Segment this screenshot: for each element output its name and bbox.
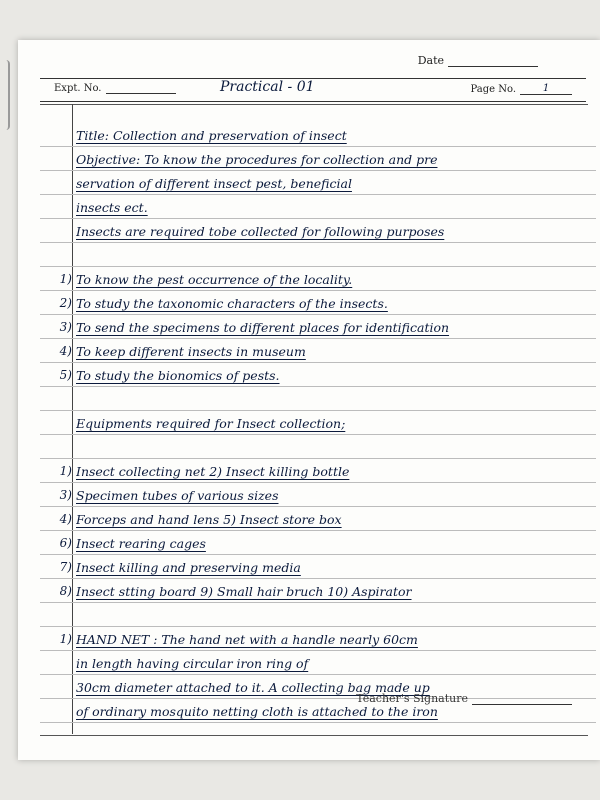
note-line: Insects are required tobe collected for following purposes [76,224,445,239]
note-line: Equipments required for Insect collection; [76,416,346,431]
note-line [76,392,596,412]
item-number: 4) [59,512,72,526]
practical-title: Practical - 01 [220,79,315,95]
note-line: Insect killing and preserving media [76,560,301,575]
item-number: 6) [59,536,72,550]
note-line: HAND NET : The hand net with a handle nearly 60cm [76,632,418,647]
margin-rule [72,104,73,734]
page-no-field [470,83,572,95]
note-line: Objective: To know the procedures for collection and pre [76,152,438,167]
item-number: 1) [59,632,72,646]
note-line: servation of different insect pest, beneficial [76,176,352,191]
date-field [418,54,538,67]
item-number: 8) [59,584,72,598]
note-line [76,608,596,628]
note-line: insects ect. [76,200,148,215]
page-no-label: Page No. [470,84,516,95]
notebook-page [18,40,600,760]
item-number: 1) [59,272,72,286]
note-line: Forceps and hand lens 5) Insect store box [76,512,342,527]
expt-no-blank [106,93,176,94]
expt-no-label: Expt. No. [54,83,102,94]
date-blank [448,66,538,67]
note-line: To keep different insects in museum [76,344,306,359]
item-number: 5) [59,368,72,382]
item-number: 4) [59,344,72,358]
note-line: Specimen tubes of various sizes [76,488,279,503]
note-line [76,440,596,460]
expt-no-field [54,83,176,94]
note-line: in length having circular iron ring of [76,656,309,671]
note-line: Insect collecting net 2) Insect killing bottle [76,464,350,479]
note-line: Title: Collection and preservation of insect [76,128,347,143]
item-number: 2) [59,296,72,310]
page-no-value: 1 [520,83,572,95]
note-line: of ordinary mosquito netting cloth is attached to the iron [76,704,438,719]
note-line: To know the pest occurrence of the locality. [76,272,353,287]
note-line: To send the specimens to different places for identification [76,320,450,335]
item-number: 7) [59,560,72,574]
date-label: Date [417,54,444,67]
item-number: 3) [59,488,72,502]
note-line: 30cm diameter attached to it. A collecting bag made up [76,680,430,695]
note-line: Insect stting board 9) Small hair bruch 10) Aspirator [76,584,412,599]
teacher-signature-blank [472,704,572,705]
header-band [40,78,586,102]
note-line: To study the bionomics of pests. [76,368,280,383]
note-line [76,248,596,268]
binder-punch [0,60,10,130]
note-line: Insect rearing cages [76,536,206,551]
item-number: 3) [59,320,72,334]
note-line: To study the taxonomic characters of the insects. [76,296,388,311]
teacher-signature-field [356,692,572,705]
item-number: 1) [59,464,72,478]
teacher-signature-label: Teacher's Signature [356,692,468,705]
